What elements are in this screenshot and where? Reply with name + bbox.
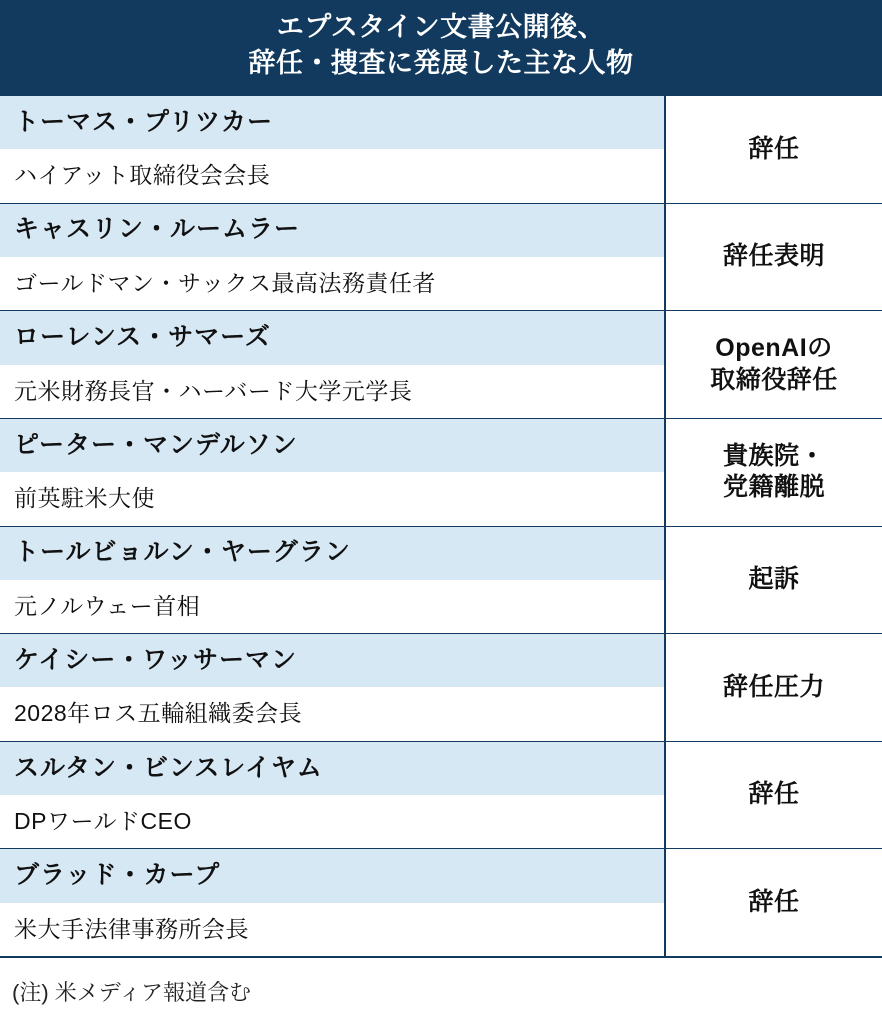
person-role: DPワールドCEO [0, 795, 664, 848]
table-row [0, 849, 882, 958]
person-role: 2028年ロス五輪組織委会長 [0, 687, 664, 740]
status-cell [666, 634, 882, 741]
person-cell [0, 527, 666, 634]
status-cell [666, 527, 882, 634]
person-cell [0, 204, 666, 311]
status-line: OpenAIの [715, 334, 833, 363]
table-row [0, 96, 882, 204]
person-name: ケイシー・ワッサーマン [0, 634, 664, 687]
person-name: ブラッド・カープ [0, 849, 664, 902]
person-name: トーマス・プリツカー [0, 96, 664, 149]
person-cell [0, 849, 666, 956]
person-cell [0, 96, 666, 203]
person-role: 前英駐米大使 [0, 472, 664, 525]
status-cell [666, 742, 882, 849]
person-name: ピーター・マンデルソン [0, 419, 664, 472]
status-cell [666, 419, 882, 526]
status-cell [666, 849, 882, 956]
person-cell [0, 742, 666, 849]
person-name: キャスリン・ルームラー [0, 204, 664, 257]
person-role: ゴールドマン・サックス最高法務責任者 [0, 257, 664, 310]
table-row [0, 527, 882, 635]
status-cell [666, 204, 882, 311]
status-cell [666, 311, 882, 418]
person-name: スルタン・ビンスレイヤム [0, 742, 664, 795]
person-cell [0, 311, 666, 418]
table-row [0, 204, 882, 312]
person-role: 元米財務長官・ハーバード大学元学長 [0, 365, 664, 418]
person-cell [0, 634, 666, 741]
person-role: ハイアット取締役会会長 [0, 149, 664, 202]
person-name: ローレンス・サマーズ [0, 311, 664, 364]
status-cell [666, 96, 882, 203]
status-line: 辞任 [748, 888, 800, 917]
table-row [0, 634, 882, 742]
status-line: 党籍離脱 [722, 473, 825, 502]
status-line: 辞任 [748, 780, 800, 809]
footnote: (注) 米メディア報道含む [12, 979, 252, 1005]
person-role: 米大手法律事務所会長 [0, 903, 664, 956]
status-line: 辞任 [748, 134, 800, 163]
table-row [0, 311, 882, 419]
status-line: 辞任表明 [722, 242, 825, 271]
person-role: 元ノルウェー首相 [0, 580, 664, 633]
status-line: 取締役辞任 [710, 365, 838, 394]
person-cell [0, 419, 666, 526]
status-line: 辞任圧力 [722, 672, 825, 701]
header-title-line-1: エプスタイン文書公開後、 [276, 12, 606, 43]
header-title-line-2: 辞任・捜査に発展した主な人物 [248, 48, 634, 78]
person-name: トールビョルン・ヤーグラン [0, 527, 664, 580]
people-table [0, 94, 882, 958]
status-line: 起訴 [748, 565, 800, 594]
infographic-header [0, 0, 882, 94]
status-line: 貴族院・ [722, 441, 825, 470]
table-row [0, 419, 882, 527]
table-row [0, 742, 882, 850]
